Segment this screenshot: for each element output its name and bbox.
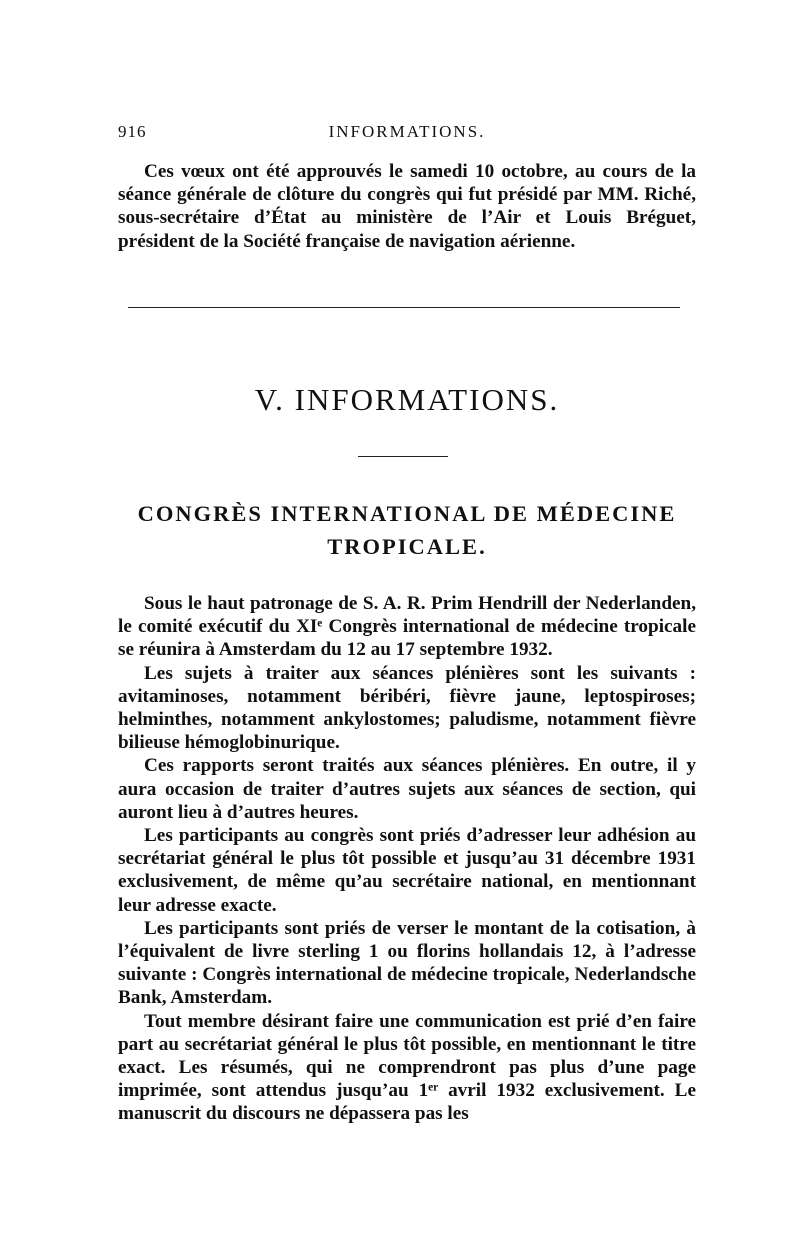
article-paragraph-5: Les participants sont priés de verser le montant de la cotisation, à l’équivalent de livre sterling 1 ou florins hollandais 12, à l’adresse suivante : Congrès international de médecine tropicale, Nederlandsche Bank, Amsterdam. xyxy=(118,917,696,1009)
section-title: V. INFORMATIONS. xyxy=(254,382,560,417)
article-title xyxy=(118,497,696,563)
running-title: INFORMATIONS. xyxy=(328,122,486,141)
article-title-line-2: TROPICALE. xyxy=(327,534,487,559)
closing-paragraph: Ces vœux ont été approuvés le samedi 10 octobre, au cours de la séance générale de clôture du congrès qui fut présidé par MM. Riché, sous-secrétaire d’État au ministère de l’Air et Louis Bréguet, président de la Société française de navigation aérienne. xyxy=(118,161,696,252)
running-head xyxy=(118,122,696,144)
article-paragraph-2: Les sujets à traiter aux séances plénières sont les suivants : avitaminoses, notamment béribéri, fièvre jaune, leptospiroses; helminthes, notamment ankylostomes; paludisme, notamment fièvre bilieuse hémoglobinurique. xyxy=(118,662,696,754)
title-underline xyxy=(358,456,448,457)
article-paragraph-3: Ces rapports seront traités aux séances plénières. En outre, il y aura occasion de traiter d’autres sujets aux séances de section, qui auront lieu à d’autres heures. xyxy=(118,755,696,823)
article-body xyxy=(118,592,696,1126)
article-paragraph-1: Sous le haut patronage de S. A. R. Prim Hendrill der Nederlanden, le comité exécutif du XIᵉ Congrès international de médecine tropicale se réunira à Amsterdam du 12 au 17 septembre 1932. xyxy=(118,593,696,661)
article-paragraph-6: Tout membre désirant faire une communication est prié d’en faire part au secrétariat général le plus tôt possible, en mentionnant le titre exact. Les résumés, qui ne comprendront pas plus d’une page imprimée, sont attendus jusqu’au 1ᵉʳ avril 1932 exclusivement. Le manuscrit du discours ne dépassera pas les xyxy=(118,1010,696,1125)
article-title-line-1: CONGRÈS INTERNATIONAL DE MÉDECINE xyxy=(137,501,677,526)
page-number: 916 xyxy=(118,122,147,141)
closing-paragraph-block xyxy=(118,160,696,253)
section-divider xyxy=(128,307,680,308)
article-paragraph-4: Les participants au congrès sont priés d’adresser leur adhésion au secrétariat général le plus tôt possible et jusqu’au 31 décembre 1931 exclusivement, de même qu’au secrétaire national, en mentionnant leur adresse exacte. xyxy=(118,825,696,916)
